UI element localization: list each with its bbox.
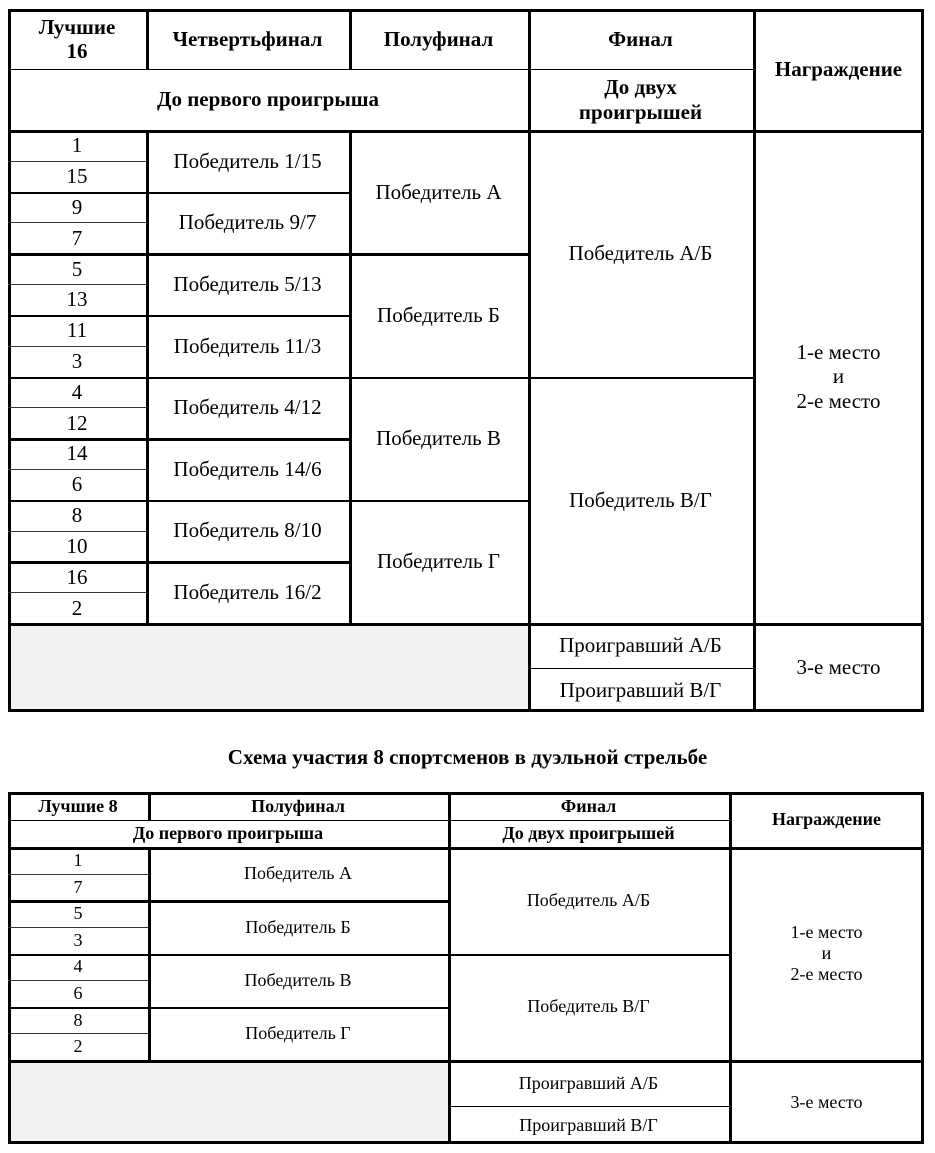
place-3: 3-е место [790,1091,863,1112]
grid-line [8,1141,924,1144]
grid-line [8,954,730,957]
grid-line [349,9,352,69]
header-semifinal: Полуфинал [251,795,345,816]
seed-cell: 1 [73,849,83,870]
header-awarding: Награждение [774,57,903,82]
grid-line [8,792,11,1144]
seed-cell: 4 [71,379,83,404]
quarterfinal-winner-cell: Победитель 1/15 [173,148,322,173]
bracket-8-table [8,792,924,1144]
grid-line [528,9,531,712]
seed-cell: 13 [66,287,88,312]
grid-line [8,253,529,256]
grid-line [753,9,756,712]
seed-cell: 15 [66,164,88,189]
bracket-8-caption: Схема участия 8 спортсменов в дуэльной стрельбе [227,745,708,769]
header-awarding: Награждение [771,809,882,830]
grid-line [8,980,148,981]
grid-line [921,792,924,1144]
grid-line [8,407,146,408]
grid-line [8,531,146,532]
header-until-first-loss: До первого проигрыша [157,87,379,112]
seed-cell: 5 [73,903,83,924]
header-quarterfinal: Четвертьфинал [172,26,323,51]
semifinal-winner-cell: Победитель Г [377,549,500,574]
grid-line [349,130,352,623]
loser-cell: Проигравший В/Г [559,677,722,702]
grid-line [8,847,924,850]
grid-line [8,377,754,380]
grid-line [8,161,146,162]
semifinal-winner-cell: Победитель А [375,179,502,204]
final-winner-cell: Победитель В/Г [527,996,650,1017]
seed-cell: 16 [66,564,88,589]
grid-line [8,469,146,470]
quarterfinal-winner-cell: Победитель 11/3 [173,333,322,358]
loser-cell: Проигравший А/Б [518,1072,659,1093]
final-winner-cell: Победитель А/Б [526,889,651,910]
grid-line [8,900,449,903]
grid-line [8,927,148,928]
seed-cell: 4 [73,956,83,977]
seed-cell: 5 [71,256,83,281]
seed-cell: 6 [73,983,83,1004]
seed-cell: 6 [71,472,83,497]
quarterfinal-winner-cell: Победитель 16/2 [173,580,322,605]
semifinal-winner-cell: Победитель Б [245,916,351,937]
grid-line [8,709,924,712]
grid-line [8,1007,449,1010]
grid-line [448,1106,729,1107]
grid-line [8,623,924,626]
loser-cell: Проигравший А/Б [559,633,722,658]
grid-line [8,561,350,564]
grid-line [8,820,729,821]
grid-line [8,874,148,875]
header-top16: Лучшие 16 [38,14,116,63]
grid-line [8,192,350,195]
quarterfinal-winner-cell: Победитель 4/12 [173,395,322,420]
grid-line [8,500,529,503]
semifinal-winner-cell: Победитель В [376,426,501,451]
grid-line [8,1060,924,1063]
grid-line [8,284,146,285]
places-1-2: 1-е место и 2-е место [796,340,881,413]
quarterfinal-winner-cell: Победитель 9/7 [178,210,317,235]
final-winner-cell: Победитель А/Б [568,241,713,266]
header-final: Финал [560,795,617,816]
grid-line [528,668,753,669]
grid-line [729,792,732,1144]
seed-cell: 8 [73,1009,83,1030]
seed-cell: 11 [66,318,88,343]
places-1-2: 1-е место и 2-е место [790,922,863,984]
header-semifinal: Полуфинал [383,26,494,51]
seed-cell: 7 [73,876,83,897]
grid-line [148,847,151,1060]
header-top8: Лучшие 8 [38,795,118,816]
grid-line [8,9,11,712]
grid-line [8,315,350,318]
semifinal-winner-cell: Победитель В [244,969,352,990]
final-winner-cell: Победитель В/Г [569,487,712,512]
grid-line [8,222,146,223]
empty-shaded-area [8,1060,448,1144]
header-until-first-loss: До первого проигрыша [132,823,324,844]
seed-cell: 10 [66,533,88,558]
seed-cell: 2 [73,1036,83,1057]
seed-cell: 3 [73,929,83,950]
quarterfinal-winner-cell: Победитель 8/10 [173,518,322,543]
seed-cell: 12 [66,410,88,435]
header-final: Финал [608,26,673,51]
loser-cell: Проигравший В/Г [519,1114,658,1135]
grid-line [8,592,146,593]
place-3: 3-е место [796,655,881,680]
grid-line [8,438,350,441]
grid-line [921,9,924,712]
seed-cell: 7 [71,225,83,250]
semifinal-winner-cell: Победитель Г [245,1023,351,1044]
semifinal-winner-cell: Победитель Б [377,302,500,327]
grid-line [448,792,451,1144]
seed-cell: 1 [71,133,83,158]
grid-line [146,130,149,623]
quarterfinal-winner-cell: Победитель 14/6 [173,456,322,481]
header-until-two-losses: До двух проигрышей [578,75,703,124]
grid-line [8,792,924,795]
seed-cell: 2 [71,595,83,620]
header-until-two-losses: До двух проигрышей [502,823,675,844]
seed-cell: 8 [71,503,83,528]
grid-line [146,9,149,69]
seed-cell: 9 [71,194,83,219]
seed-cell: 14 [66,441,88,466]
seed-cell: 3 [71,349,83,374]
bracket-16-table [8,9,924,712]
grid-line [8,69,753,70]
grid-line [8,346,146,347]
grid-line [8,1033,148,1034]
empty-shaded-area [8,623,528,712]
quarterfinal-winner-cell: Победитель 5/13 [173,271,322,296]
semifinal-winner-cell: Победитель А [243,863,352,884]
grid-line [148,792,151,820]
